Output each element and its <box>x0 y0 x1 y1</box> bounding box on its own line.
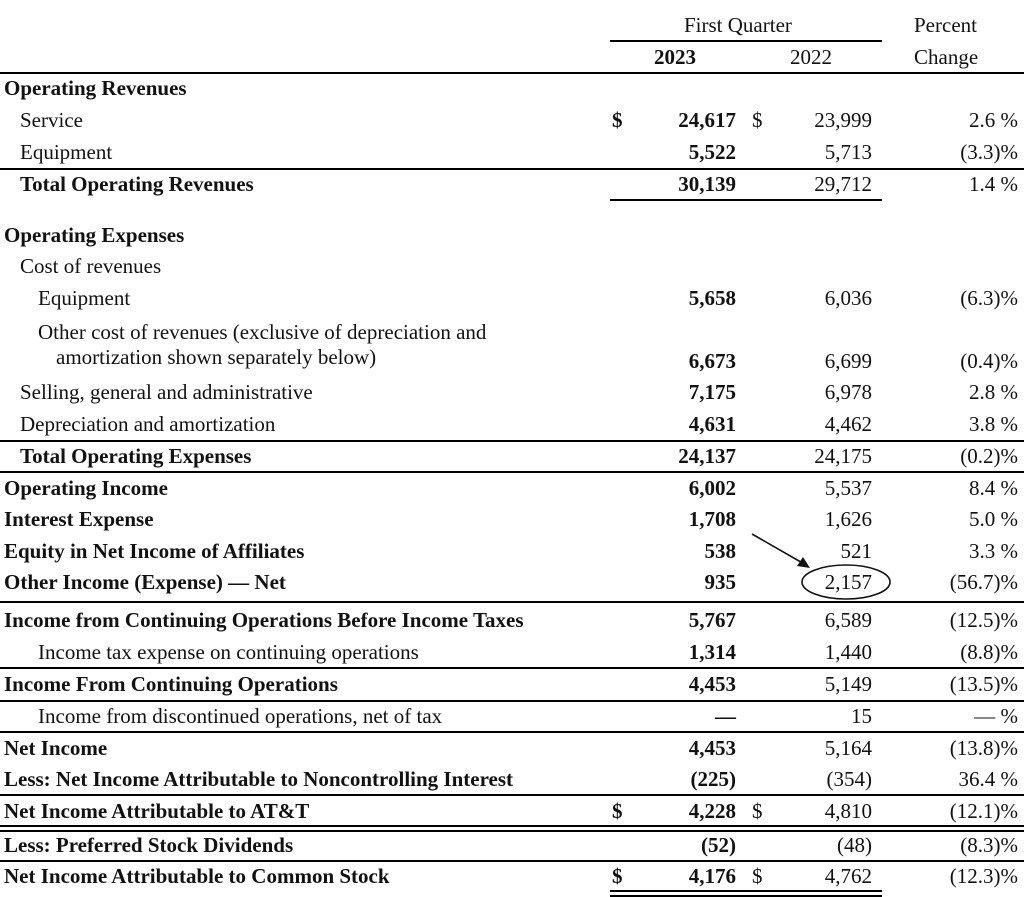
value-2022: 5,164 <box>824 736 872 760</box>
row-label: Less: Preferred Stock Dividends <box>4 833 294 857</box>
row-label: Total Operating Revenues <box>20 172 254 196</box>
value-2023: 538 <box>704 539 736 563</box>
row-label: Total Operating Expenses <box>20 444 252 468</box>
row-label: Interest Expense <box>4 507 154 531</box>
value-2022: 6,699 <box>824 349 872 373</box>
percent-change: 1.4 % <box>969 172 1018 196</box>
currency-symbol-2022: $ <box>752 799 763 823</box>
value-2022: 6,589 <box>824 608 872 632</box>
value-2023: 1,708 <box>688 507 736 531</box>
row-label: Other Income (Expense) — Net <box>4 570 286 594</box>
row-label: Net Income Attributable to AT&T <box>4 799 310 823</box>
value-2022: 23,999 <box>814 108 872 132</box>
value-2023: 5,658 <box>688 286 736 310</box>
percent-change: (8.8)% <box>960 640 1018 664</box>
header-year-2022: 2022 <box>790 45 832 69</box>
value-2022: 6,036 <box>824 286 872 310</box>
header-change: Change <box>914 45 979 69</box>
value-2023: 6,002 <box>688 476 736 500</box>
percent-change: (13.8)% <box>949 736 1018 760</box>
row-label-line1: Other cost of revenues (exclusive of depreciation and <box>38 320 487 344</box>
value-2022: 24,175 <box>814 444 872 468</box>
value-2023: 4,176 <box>688 864 736 888</box>
percent-change: (0.4)% <box>960 349 1018 373</box>
row-label: Depreciation and amortization <box>20 412 276 436</box>
row-label: Cost of revenues <box>20 254 162 278</box>
percent-change: 3.3 % <box>969 539 1018 563</box>
header-percent: Percent <box>914 13 977 37</box>
value-2023: — <box>715 704 736 728</box>
value-2023: 24,617 <box>678 108 736 132</box>
annotation-arrow-head <box>797 557 810 568</box>
row-label: Equity in Net Income of Affiliates <box>4 539 305 563</box>
value-2022: 5,713 <box>824 140 872 164</box>
currency-symbol-2022: $ <box>752 108 763 132</box>
value-2022: (354) <box>826 767 872 791</box>
value-2023: 1,314 <box>688 640 736 664</box>
row-label: Operating Revenues <box>4 76 187 100</box>
value-2023: 7,175 <box>688 380 736 404</box>
value-2023: 6,673 <box>688 349 736 373</box>
row-label: Income tax expense on continuing operations <box>38 640 419 664</box>
value-2022: 4,810 <box>824 799 872 823</box>
value-2022: 5,537 <box>824 476 872 500</box>
row-label: Less: Net Income Attributable to Noncontrolling Interest <box>4 767 514 791</box>
row-label: Net Income Attributable to Common Stock <box>4 864 390 888</box>
row-label: Income from Continuing Operations Before Income Taxes <box>4 608 524 632</box>
currency-symbol-2022: $ <box>752 864 763 888</box>
value-2023: 4,631 <box>688 412 736 436</box>
percent-change: (6.3)% <box>960 286 1018 310</box>
value-2022: 521 <box>840 539 872 563</box>
currency-symbol-2023: $ <box>612 864 623 888</box>
value-2022: 2,157 <box>824 570 872 594</box>
percent-change: — % <box>974 704 1018 728</box>
value-2022: 1,626 <box>824 507 872 531</box>
row-label: Income From Continuing Operations <box>4 672 338 696</box>
value-2022: 4,462 <box>824 412 872 436</box>
header-first-quarter: First Quarter <box>684 13 792 37</box>
percent-change: (56.7)% <box>949 570 1018 594</box>
percent-change: (8.3)% <box>960 833 1018 857</box>
row-label-line2: amortization shown separately below) <box>56 345 377 369</box>
row-label: Service <box>20 108 83 132</box>
percent-change: 2.8 % <box>969 380 1018 404</box>
percent-change: 8.4 % <box>969 476 1018 500</box>
value-2023: 30,139 <box>678 172 736 196</box>
row-label: Operating Income <box>4 476 168 500</box>
highlight-circle <box>802 565 890 599</box>
percent-change: 3.8 % <box>969 412 1018 436</box>
value-2023: (52) <box>701 833 736 857</box>
percent-change: (12.3)% <box>949 864 1018 888</box>
row-label: Net Income <box>4 736 108 760</box>
value-2022: 5,149 <box>824 672 872 696</box>
annotation-arrow-line <box>752 534 806 565</box>
percent-change: (12.1)% <box>949 799 1018 823</box>
row-label: Equipment <box>38 286 131 310</box>
value-2023: 5,767 <box>688 608 736 632</box>
value-2022: (48) <box>837 833 872 857</box>
value-2022: 15 <box>851 704 872 728</box>
value-2022: 29,712 <box>814 172 872 196</box>
value-2022: 1,440 <box>824 640 872 664</box>
value-2023: 4,453 <box>688 672 736 696</box>
percent-change: 2.6 % <box>969 108 1018 132</box>
percent-change: 36.4 % <box>958 767 1018 791</box>
currency-symbol-2023: $ <box>612 799 623 823</box>
currency-symbol-2023: $ <box>612 108 623 132</box>
percent-change: 5.0 % <box>969 507 1018 531</box>
value-2023: 5,522 <box>688 140 736 164</box>
row-label: Income from discontinued operations, net of tax <box>38 704 443 728</box>
value-2023: 4,453 <box>688 736 736 760</box>
value-2023: 935 <box>704 570 736 594</box>
percent-change: (3.3)% <box>960 140 1018 164</box>
value-2023: (225) <box>690 767 736 791</box>
value-2022: 6,978 <box>824 380 872 404</box>
value-2023: 24,137 <box>678 444 736 468</box>
value-2022: 4,762 <box>824 864 872 888</box>
percent-change: (0.2)% <box>960 444 1018 468</box>
row-label: Operating Expenses <box>4 223 185 247</box>
row-label: Equipment <box>20 140 113 164</box>
header-year-2023: 2023 <box>654 45 696 69</box>
percent-change: (13.5)% <box>949 672 1018 696</box>
row-label: Selling, general and administrative <box>20 380 313 404</box>
value-2023: 4,228 <box>688 799 736 823</box>
percent-change: (12.5)% <box>949 608 1018 632</box>
